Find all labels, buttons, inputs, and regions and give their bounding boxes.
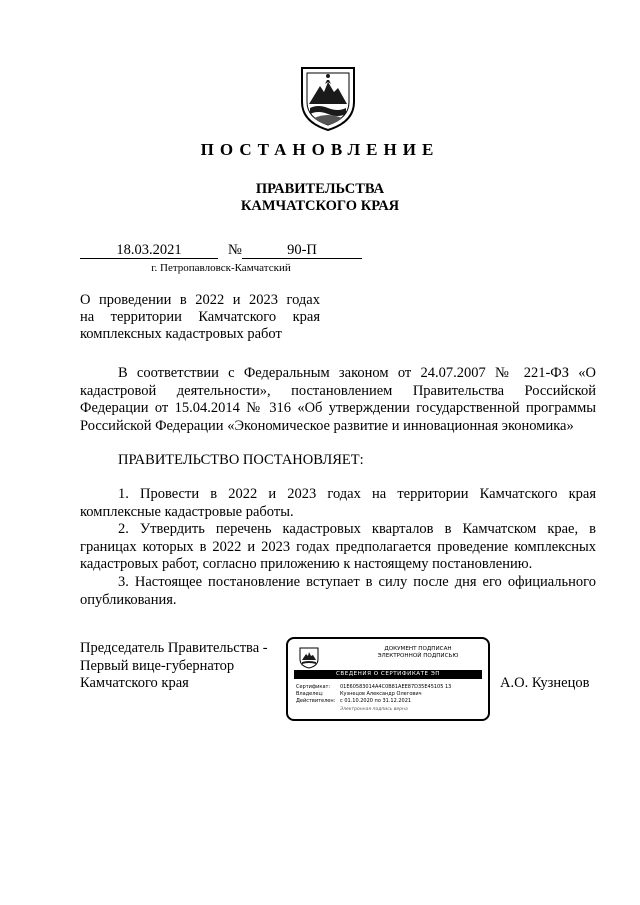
stamp-certificate-value: 01E60583014A4C0B81AEE87D35E45105 13 bbox=[340, 684, 452, 690]
document-date: 18.03.2021 bbox=[80, 242, 218, 259]
stamp-header bbox=[348, 646, 488, 660]
stamp-validity-label: Действителен: bbox=[296, 698, 336, 704]
issuer-block bbox=[0, 181, 640, 215]
stamp-footnote: Электронная подпись верна bbox=[340, 707, 408, 712]
electronic-signature-stamp bbox=[286, 637, 490, 721]
signer-name: А.О. Кузнецов bbox=[500, 675, 590, 691]
stamp-certificate-row bbox=[296, 684, 486, 690]
resolution-item-2: 2. Утвердить перечень кадастровых кварталов в Камчатском крае, в границах которых в 2022 и 2023 годах предполагается проведение комплексных кадастровых работ, согласно приложению к настоящему постановлению. bbox=[80, 521, 596, 572]
stamp-header-line-2: ЭЛЕКТРОННОЙ ПОДПИСЬЮ bbox=[377, 653, 459, 659]
subject-line-1: О проведении в 2022 и 2023 годах bbox=[80, 292, 320, 308]
preamble-paragraph: В соответствии с Федеральным законом от 24.07.2007 № 221-ФЗ «О кадастровой деятельности», постановлением Правительства Российской Федерации от 15.04.2014 № 316 «Об утверждении государственной программы Российской Федерации «Экономическое развитие и инновационная экономика» bbox=[80, 365, 596, 434]
stamp-owner-label: Владелец: bbox=[296, 691, 324, 697]
signer-title-line-2: Первый вице-губернатор bbox=[80, 657, 235, 674]
city-label: г. Петропавловск-Камчатский bbox=[151, 262, 291, 274]
document-type-title: ПОСТАНОВЛЕНИЕ bbox=[200, 140, 440, 159]
stamp-owner-value: Кузнецов Александр Олегович bbox=[340, 691, 422, 697]
signer-title-line-1: Председатель Правительства - bbox=[80, 640, 268, 656]
subject-line-3: комплексных кадастровых работ bbox=[80, 326, 282, 342]
stamp-validity-row bbox=[296, 698, 486, 704]
stamp-certificate-label: Сертификат: bbox=[296, 684, 331, 690]
stamp-emblem-icon bbox=[299, 647, 319, 669]
subject-line-2: на территории Камчатского края bbox=[80, 309, 320, 325]
signer-title bbox=[80, 640, 280, 693]
coat-of-arms-icon bbox=[298, 62, 358, 132]
stamp-header-line-1: ДОКУМЕНТ ПОДПИСАН bbox=[384, 646, 452, 652]
resolution-item-3: 3. Настоящее постановление вступает в силу после дня его официального опубликования. bbox=[80, 574, 596, 608]
stamp-owner-row bbox=[296, 691, 486, 697]
resolves-heading: ПРАВИТЕЛЬСТВО ПОСТАНОВЛЯЕТ: bbox=[118, 452, 364, 468]
signer-title-line-3: Камчатского края bbox=[80, 675, 189, 691]
stamp-validity-value: с 01.10.2020 по 31.12.2021 bbox=[340, 698, 412, 704]
issuer-line-2: КАМЧАТСКОГО КРАЯ bbox=[240, 198, 400, 214]
document-subject bbox=[80, 292, 320, 343]
stamp-certificate-bar: СВЕДЕНИЯ О СЕРТИФИКАТЕ ЭП bbox=[294, 670, 482, 679]
resolution-item-1: 1. Провести в 2022 и 2023 годах на территории Камчатского края комплексные кадастровые работы. bbox=[80, 486, 596, 520]
document-number: 90-П bbox=[242, 242, 362, 259]
number-sign: № bbox=[228, 242, 242, 258]
issuer-line-1: ПРАВИТЕЛЬСТВА bbox=[255, 181, 385, 197]
